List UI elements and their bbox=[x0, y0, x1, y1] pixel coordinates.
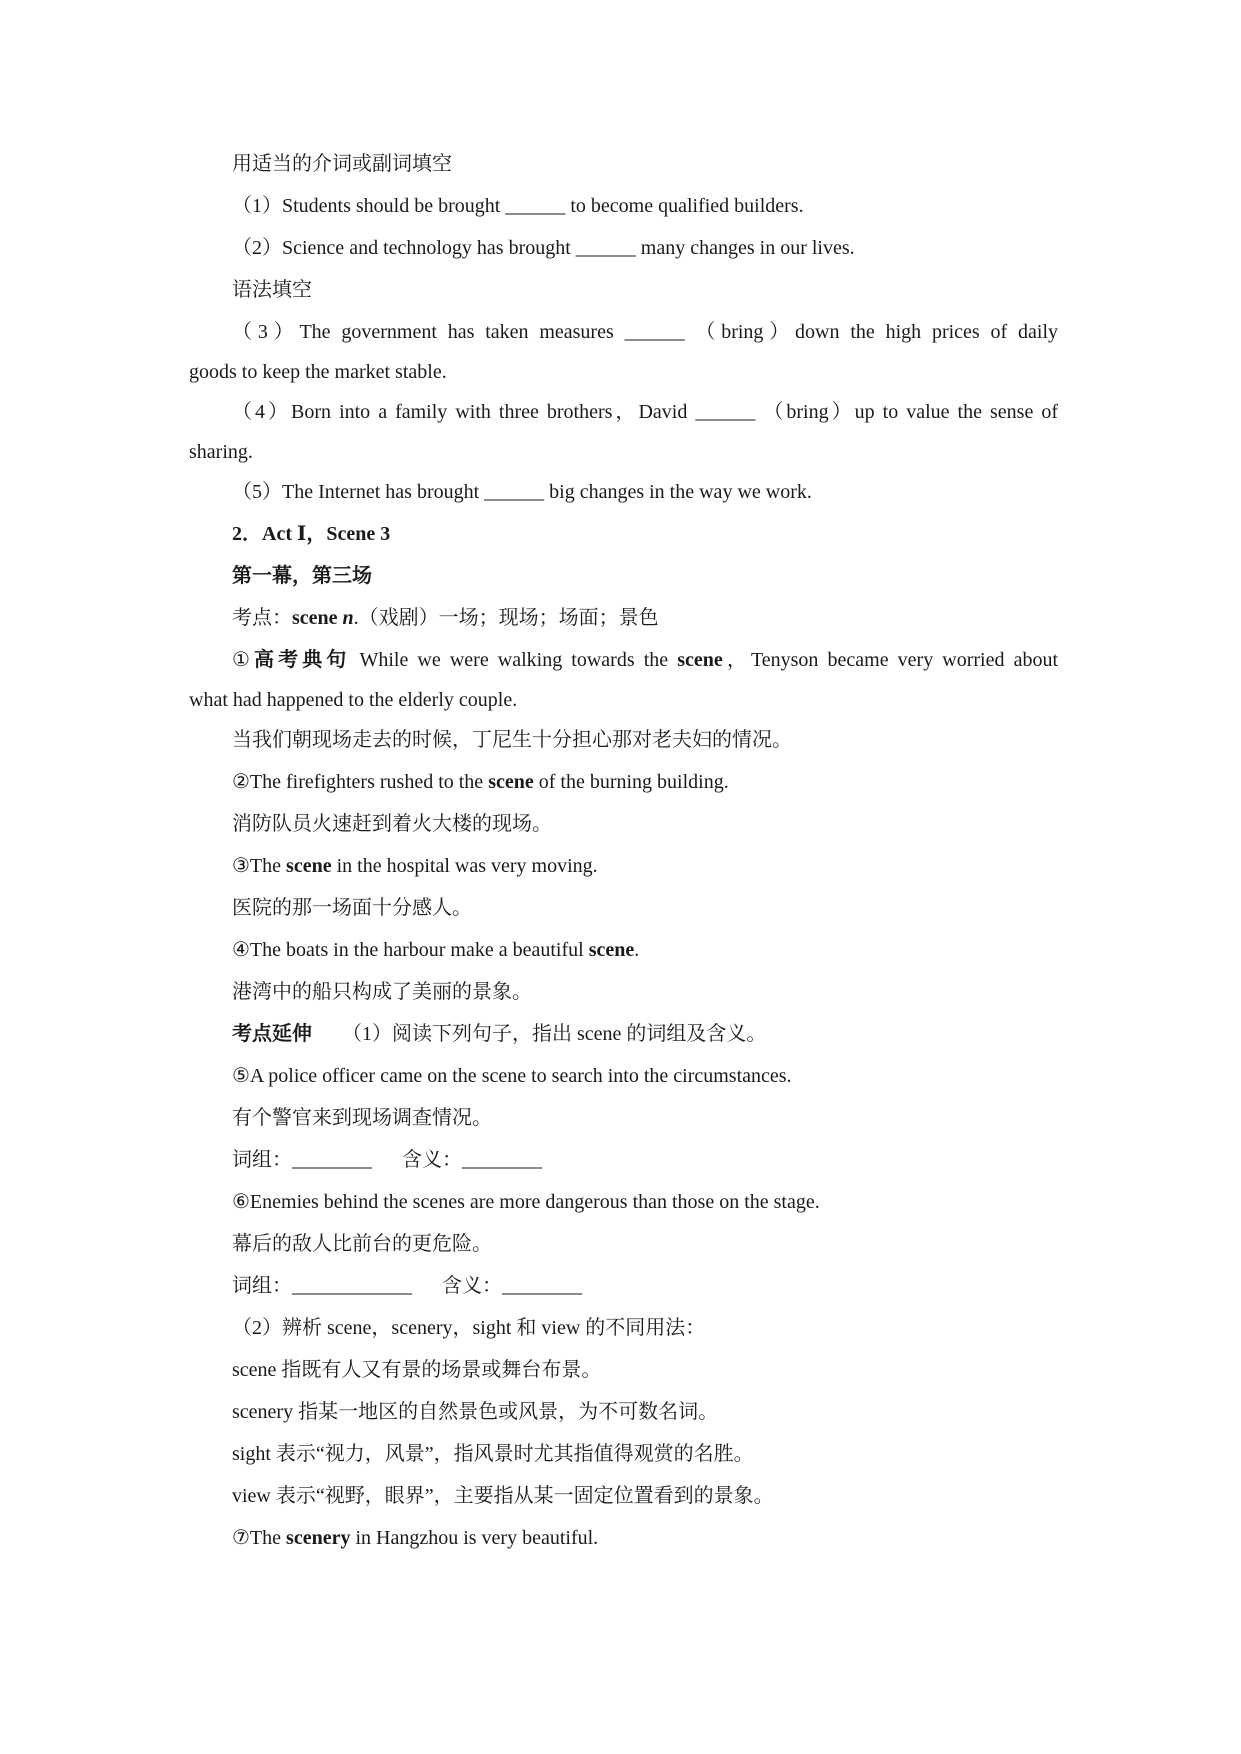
meaning-blank: ________ bbox=[502, 1275, 582, 1297]
question-2-number: （2） bbox=[232, 237, 282, 259]
kaodian-word: scene bbox=[292, 607, 338, 629]
kaodian-definition: .（戏剧）一场；现场；场面；景色 bbox=[353, 607, 659, 629]
question-3-line-1: （3）The government has taken measures ______ （bring）down the high prices of daily bbox=[232, 321, 1058, 343]
example-2-text-c: of the burning building. bbox=[533, 771, 729, 793]
extension-text: （1）阅读下列句子，指出 scene 的词组及含义。 bbox=[342, 1023, 767, 1045]
example-1-line-2: what had happened to the elderly couple. bbox=[189, 689, 518, 711]
example-7-text-a: ⑦The bbox=[232, 1527, 287, 1549]
example-1-marker: ① bbox=[232, 649, 255, 671]
question-1-text: Students should be brought ______ to become qualified builders. bbox=[282, 195, 804, 217]
example-2-keyword: scene bbox=[488, 771, 534, 793]
distinguish-scene: scene 指既有人又有景的场景或舞台布景。 bbox=[232, 1359, 602, 1381]
phrase-blank: ____________ bbox=[292, 1275, 412, 1297]
phrase-blank: ________ bbox=[292, 1149, 372, 1171]
example-1-line-1 bbox=[232, 648, 1058, 672]
question-3-line-2: goods to keep the market stable. bbox=[189, 361, 447, 383]
example-3 bbox=[232, 854, 598, 878]
question-4-line-2: sharing. bbox=[189, 441, 253, 463]
section-heading-grammar: 语法填空 bbox=[232, 279, 312, 301]
example-5-translation: 有个警官来到现场调查情况。 bbox=[232, 1107, 492, 1129]
example-6-translation: 幕后的敌人比前台的更危险。 bbox=[232, 1233, 492, 1255]
example-4 bbox=[232, 938, 639, 962]
example-1-text-c: ，Tenyson became very worried about bbox=[722, 649, 1059, 671]
kaodian-label: 考点： bbox=[232, 607, 292, 629]
example-2-translation: 消防队员火速赶到着火大楼的现场。 bbox=[232, 813, 552, 835]
question-1 bbox=[232, 194, 804, 218]
example-4-text-c: . bbox=[634, 939, 640, 961]
example-7 bbox=[232, 1526, 598, 1550]
kaodian-pos: n bbox=[342, 607, 354, 629]
phrase-label: 词组： bbox=[232, 1149, 292, 1171]
example-7-keyword: scenery bbox=[286, 1527, 351, 1549]
example-1-translation: 当我们朝现场走去的时候，丁尼生十分担心那对老夫妇的情况。 bbox=[232, 729, 792, 751]
phrase-label: 词组： bbox=[232, 1275, 292, 1297]
meaning-blank: ________ bbox=[462, 1149, 542, 1171]
example-3-text-a: ③The bbox=[232, 855, 287, 877]
distinguish-sight: sight 表示“视力，风景”，指风景时尤其指值得观赏的名胜。 bbox=[232, 1443, 754, 1465]
distinguish-scenery: scenery 指某一地区的自然景色或风景，为不可数名词。 bbox=[232, 1401, 719, 1423]
example-1-text-a: While we were walking towards the bbox=[350, 649, 678, 671]
extension-line bbox=[232, 1022, 766, 1046]
question-2-text: Science and technology has brought ______ many changes in our lives. bbox=[282, 237, 855, 259]
example-6-answer-line bbox=[232, 1274, 582, 1298]
question-4-line-1: （4）Born into a family with three brothers，David ______ （bring）up to value the sense of bbox=[232, 401, 1058, 423]
kaodian-line bbox=[232, 606, 659, 630]
item-2-heading: 2．Act Ⅰ，Scene 3 bbox=[232, 523, 391, 545]
example-4-keyword: scene bbox=[588, 939, 635, 961]
example-4-translation: 港湾中的船只构成了美丽的景象。 bbox=[232, 981, 532, 1003]
example-3-translation: 医院的那一场面十分感人。 bbox=[232, 897, 472, 919]
example-2-text-a: ②The firefighters rushed to the bbox=[232, 771, 489, 793]
question-5: （5）The Internet has brought ______ big changes in the way we work. bbox=[232, 481, 812, 503]
example-3-text-c: in the hospital was very moving. bbox=[331, 855, 598, 877]
example-7-text-c: in Hangzhou is very beautiful. bbox=[350, 1527, 599, 1549]
example-5: ⑤A police officer came on the scene to search into the circumstances. bbox=[232, 1065, 792, 1087]
example-2 bbox=[232, 770, 729, 794]
distinguish-view: view 表示“视野，眼界”，主要指从某一固定位置看到的景象。 bbox=[232, 1485, 774, 1507]
example-4-text-a: ④The boats in the harbour make a beautiful bbox=[232, 939, 589, 961]
question-2 bbox=[232, 236, 855, 260]
meaning-label: 含义： bbox=[442, 1275, 502, 1297]
example-1-keyword: scene bbox=[677, 649, 723, 671]
example-6: ⑥Enemies behind the scenes are more dangerous than those on the stage. bbox=[232, 1191, 820, 1213]
example-5-answer-line bbox=[232, 1148, 542, 1172]
question-1-number: （1） bbox=[232, 195, 282, 217]
distinguish-title: （2）辨析 scene，scenery，sight 和 view 的不同用法： bbox=[232, 1317, 706, 1339]
item-2-translation: 第一幕，第三场 bbox=[232, 565, 372, 587]
example-3-keyword: scene bbox=[286, 855, 332, 877]
meaning-label: 含义： bbox=[402, 1149, 462, 1171]
extension-tag: 考点延伸 bbox=[232, 1023, 312, 1045]
section-heading-prep-fill: 用适当的介词或副词填空 bbox=[232, 153, 452, 175]
gaokao-tag: 高考典句 bbox=[254, 649, 351, 671]
